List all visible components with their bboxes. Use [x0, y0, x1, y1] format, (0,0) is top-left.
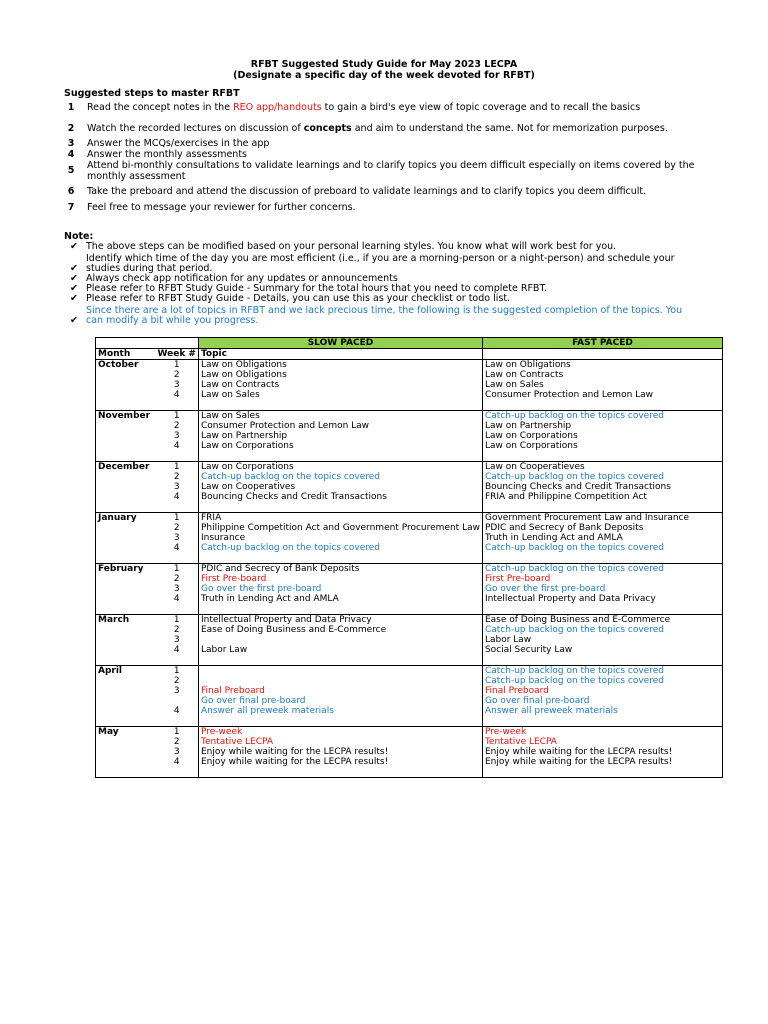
fast-topic-cell: Tentative LECPA [482, 737, 722, 747]
slow-topic-cell: Law on Corporations [198, 462, 482, 473]
spacer-cell [482, 604, 722, 615]
fast-topic-cell: Law on Corporations [482, 441, 722, 451]
spacer-cell [156, 553, 199, 564]
check-icon: ✔ [70, 241, 78, 252]
fast-topic-cell: FRIA and Philippine Competition Act [482, 492, 722, 502]
note-text: Since there are a lot of topics in RFBT and we lack precious time, the following is the suggested completion of the topics. You can modify a bit while you progress. [86, 305, 683, 326]
schedule-row [96, 431, 723, 441]
month-cell [96, 696, 156, 706]
schedule-row [96, 513, 723, 524]
fast-topic-cell: Answer all preweek materials [482, 706, 722, 716]
month-cell [96, 390, 156, 400]
step-text-end: to gain a bird's eye view of topic coverage and to recall the basics [321, 102, 641, 113]
spacer-cell [96, 400, 156, 411]
week-cell: 4 [173, 757, 180, 767]
schedule-row [96, 747, 723, 757]
slow-topic-cell: FRIA [198, 513, 482, 524]
month-cell [96, 594, 156, 604]
spacer-cell [96, 655, 156, 666]
spacer-cell [198, 604, 482, 615]
week-cell: 2 [173, 737, 180, 747]
spacer-cell [482, 716, 722, 727]
slow-topic-cell [198, 635, 482, 645]
schedule-row [96, 584, 723, 594]
week-cell: 2 [173, 676, 180, 686]
spacer-cell [198, 655, 482, 666]
fast-topic-cell: Catch-up backlog on the topics covered [482, 564, 722, 575]
check-icon: ✔ [70, 273, 78, 284]
slow-topic-cell: Law on Obligations [198, 360, 482, 371]
schedule-row [96, 462, 723, 473]
fast-topic-cell: First Pre-board [482, 574, 722, 584]
schedule-row [96, 533, 723, 543]
pace-header-row [96, 338, 723, 349]
step-text: Answer the monthly assessments [87, 149, 247, 160]
fast-topic-cell: Pre-week [482, 727, 722, 738]
fast-topic-cell: Law on Sales [482, 380, 722, 390]
slow-topic-cell: PDIC and Secrecy of Bank Deposits [198, 564, 482, 575]
month-cell: November [96, 411, 156, 422]
week-cell: 3 [173, 533, 180, 543]
month-cell [96, 584, 156, 594]
month-cell: April [96, 666, 156, 677]
slow-topic-cell: Catch-up backlog on the topics covered [198, 543, 482, 553]
step-number: 4 [67, 149, 75, 160]
month-cell [96, 645, 156, 655]
spacer-cell [198, 400, 482, 411]
step-number: 2 [67, 123, 75, 134]
fast-topic-cell: Catch-up backlog on the topics covered [482, 472, 722, 482]
month-cell [96, 543, 156, 553]
fast-topic-cell: Government Procurement Law and Insurance [482, 513, 722, 524]
week-cell: 2 [173, 625, 180, 635]
schedule-row [96, 421, 723, 431]
schedule-row [96, 686, 723, 696]
spacer-cell [482, 553, 722, 564]
schedule-row [96, 757, 723, 767]
month-cell [96, 421, 156, 431]
month-cell [96, 686, 156, 696]
month-cell [96, 757, 156, 767]
schedule-row [96, 645, 723, 655]
schedule-row [96, 564, 723, 575]
month-cell [96, 380, 156, 390]
slow-topic-cell: Law on Obligations [198, 370, 482, 380]
week-cell: 1 [156, 727, 199, 738]
fast-topic-cell: Final Preboard [482, 686, 722, 696]
month-cell [96, 737, 156, 747]
week-cell: 2 [173, 421, 180, 431]
check-icon: ✔ [70, 293, 78, 304]
spacer-cell [156, 502, 199, 513]
spacer-cell [96, 553, 156, 564]
week-cell: 4 [173, 543, 180, 553]
month-cell [96, 523, 156, 533]
month-cell: December [96, 462, 156, 473]
step-text: Read the concept notes in the [87, 102, 234, 113]
step-highlight: concepts [303, 123, 352, 134]
schedule-row [96, 635, 723, 645]
month-spacer-row [96, 767, 723, 778]
slow-topic-cell: Enjoy while waiting for the LECPA results! [198, 747, 482, 757]
steps-heading: Suggested steps to master RFBT [64, 88, 240, 99]
week-column-header: Week # [156, 349, 199, 360]
week-cell: 3 [173, 686, 180, 696]
month-spacer-row [96, 655, 723, 666]
slow-topic-cell: First Pre-board [198, 574, 482, 584]
slow-topic-cell [198, 666, 482, 677]
slow-topic-cell: Go over the first pre-board [198, 584, 482, 594]
month-cell [96, 472, 156, 482]
month-cell [96, 706, 156, 716]
week-cell: 3 [173, 482, 180, 492]
month-spacer-row [96, 553, 723, 564]
month-cell: May [96, 727, 156, 738]
spacer-cell [156, 655, 199, 666]
note-text: Please refer to RFBT Study Guide - Summary for the total hours that you need to complete RFBT. [86, 283, 548, 294]
slow-topic-cell: Law on Corporations [198, 441, 482, 451]
month-spacer-row [96, 502, 723, 513]
fast-paced-header: FAST PACED [482, 338, 722, 349]
week-cell: 4 [173, 441, 180, 451]
fast-topic-cell: Go over final pre-board [482, 696, 722, 706]
schedule-row [96, 380, 723, 390]
spacer-cell [198, 716, 482, 727]
slow-topic-cell: Tentative LECPA [198, 737, 482, 747]
fast-topic-cell: Catch-up backlog on the topics covered [482, 543, 722, 553]
slow-topic-cell: Law on Contracts [198, 380, 482, 390]
slow-topic-cell: Ease of Doing Business and E-Commerce [198, 625, 482, 635]
schedule-row [96, 594, 723, 604]
document-title: RFBT Suggested Study Guide for May 2023 LECPA [250, 59, 518, 70]
schedule-row [96, 706, 723, 716]
month-cell [96, 370, 156, 380]
fast-topic-cell: Law on Cooperatieves [482, 462, 722, 473]
spacer-cell [482, 655, 722, 666]
month-cell [96, 441, 156, 451]
week-cell: 1 [156, 564, 199, 575]
fast-topic-cell: Catch-up backlog on the topics covered [482, 411, 722, 422]
slow-topic-cell: Law on Cooperatives [198, 482, 482, 492]
month-spacer-row [96, 400, 723, 411]
week-cell: 1 [156, 411, 199, 422]
month-column-header: Month [96, 349, 156, 360]
schedule-row [96, 492, 723, 502]
slow-topic-cell: Law on Sales [198, 411, 482, 422]
fast-topic-cell: Truth in Lending Act and AMLA [482, 533, 722, 543]
step-text: Feel free to message your reviewer for further concerns. [87, 202, 356, 213]
note-heading: Note: [64, 231, 94, 242]
fast-topic-cell: Catch-up backlog on the topics covered [482, 666, 722, 677]
schedule-row [96, 615, 723, 626]
week-cell: 1 [156, 360, 199, 371]
month-cell [96, 431, 156, 441]
slow-topic-cell: Catch-up backlog on the topics covered [198, 472, 482, 482]
step-number: 3 [67, 138, 75, 149]
week-cell: 4 [173, 645, 180, 655]
fast-topic-cell: Law on Obligations [482, 360, 722, 371]
note-text: Always check app notification for any updates or announcements [86, 273, 398, 284]
week-cell: 1 [156, 462, 199, 473]
check-icon: ✔ [70, 263, 78, 274]
step-text-end: and aim to understand the same. Not for memorization purposes. [351, 123, 668, 134]
spacer-cell [198, 767, 482, 778]
schedule-row [96, 360, 723, 371]
step-text: Answer the MCQs/exercises in the app [87, 138, 270, 149]
week-cell: 1 [156, 615, 199, 626]
week-cell: 3 [173, 747, 180, 757]
slow-topic-cell: Enjoy while waiting for the LECPA results! [198, 757, 482, 767]
spacer-cell [198, 451, 482, 462]
slow-topic-cell: Go over final pre-board [198, 696, 482, 706]
week-cell: 2 [173, 523, 180, 533]
fast-topic-cell: Consumer Protection and Lemon Law [482, 390, 722, 400]
slow-topic-cell: Bouncing Checks and Credit Transactions [198, 492, 482, 502]
column-header-row [96, 349, 723, 360]
week-cell: 4 [173, 492, 180, 502]
week-cell: 4 [173, 594, 180, 604]
spacer-cell [156, 451, 199, 462]
month-cell: February [96, 564, 156, 575]
slow-topic-cell: Insurance [198, 533, 482, 543]
fast-topic-cell: Labor Law [482, 635, 722, 645]
schedule-row [96, 696, 723, 706]
slow-topic-cell: Law on Sales [198, 390, 482, 400]
week-cell: 4 [173, 390, 180, 400]
schedule-row [96, 390, 723, 400]
week-cell: 3 [173, 431, 180, 441]
slow-topic-cell: Labor Law [198, 645, 482, 655]
note-text: Please refer to RFBT Study Guide - Details, you can use this as your checklist or todo list. [86, 293, 511, 304]
slow-paced-header: SLOW PACED [198, 338, 482, 349]
fast-topic-cell: Go over the first pre-board [482, 584, 722, 594]
spacer-cell [96, 451, 156, 462]
schedule-row [96, 411, 723, 422]
slow-topic-cell: Truth in Lending Act and AMLA [198, 594, 482, 604]
spacer-cell [96, 767, 156, 778]
spacer-cell [156, 604, 199, 615]
month-spacer-row [96, 451, 723, 462]
schedule-row [96, 666, 723, 677]
fast-topic-cell: Social Security Law [482, 645, 722, 655]
spacer-cell [482, 767, 722, 778]
slow-topic-cell: Law on Partnership [198, 431, 482, 441]
week-cell: 1 [156, 513, 199, 524]
spacer-cell [96, 604, 156, 615]
week-cell: 4 [173, 706, 180, 716]
week-cell: 2 [173, 472, 180, 482]
schedule-row [96, 727, 723, 738]
schedule-row [96, 472, 723, 482]
week-cell: 3 [173, 380, 180, 390]
step-number: 5 [67, 165, 75, 176]
schedule-row [96, 482, 723, 492]
month-cell: January [96, 513, 156, 524]
fast-topic-cell: Law on Partnership [482, 421, 722, 431]
month-cell [96, 676, 156, 686]
week-cell: 2 [173, 574, 180, 584]
fast-topic-cell: Law on Corporations [482, 431, 722, 441]
check-icon: ✔ [70, 283, 78, 294]
month-spacer-row [96, 604, 723, 615]
week-cell: 3 [173, 635, 180, 645]
month-cell: October [96, 360, 156, 371]
spacer-cell [482, 451, 722, 462]
month-cell [96, 747, 156, 757]
fast-topic-cell: Catch-up backlog on the topics covered [482, 676, 722, 686]
slow-topic-cell: Consumer Protection and Lemon Law [198, 421, 482, 431]
schedule-row [96, 370, 723, 380]
month-cell [96, 482, 156, 492]
slow-topic-cell [198, 676, 482, 686]
spacer-cell [96, 502, 156, 513]
schedule-row [96, 625, 723, 635]
spacer-cell [482, 502, 722, 513]
document-subtitle: (Designate a specific day of the week devoted for RFBT) [233, 70, 535, 81]
step-number: 1 [67, 102, 75, 113]
schedule-row [96, 523, 723, 533]
spacer-cell [156, 400, 199, 411]
step-text: Attend bi-monthly consultations to validate learnings and to clarify topics you deem difficult especially on items covered by the monthly assessment [87, 160, 695, 182]
month-cell [96, 492, 156, 502]
step-number: 6 [67, 186, 75, 197]
step-highlight: REO app/handouts [233, 102, 322, 113]
fast-topic-cell: Bouncing Checks and Credit Transactions [482, 482, 722, 492]
slow-topic-cell: Philippine Competition Act and Government Procurement Law [198, 523, 482, 533]
schedule-row [96, 543, 723, 553]
month-cell [96, 574, 156, 584]
month-cell [96, 533, 156, 543]
fast-topic-cell: Law on Contracts [482, 370, 722, 380]
week-cell: 1 [156, 666, 199, 677]
note-text: Identify which time of the day you are most efficient (i.e., if you are a morning-person or a night-person) and schedule your studies during that period. [86, 253, 675, 274]
check-icon: ✔ [70, 315, 78, 326]
schedule-row [96, 441, 723, 451]
fast-topic-cell: Catch-up backlog on the topics covered [482, 625, 722, 635]
fast-topic-cell: PDIC and Secrecy of Bank Deposits [482, 523, 722, 533]
fast-topic-cell: Ease of Doing Business and E-Commerce [482, 615, 722, 626]
topic-column-header: Topic [198, 349, 482, 360]
spacer-cell [156, 716, 199, 727]
spacer-cell [198, 502, 482, 513]
spacer-cell [198, 553, 482, 564]
study-schedule-table [95, 337, 723, 778]
fast-topic-cell: Enjoy while waiting for the LECPA results! [482, 747, 722, 757]
week-cell: 2 [173, 370, 180, 380]
spacer-cell [156, 767, 199, 778]
schedule-row [96, 737, 723, 747]
note-text: The above steps can be modified based on your personal learning styles. You know what will work best for you. [86, 241, 617, 252]
slow-topic-cell: Pre-week [198, 727, 482, 738]
month-cell: March [96, 615, 156, 626]
schedule-row [96, 574, 723, 584]
month-cell [96, 625, 156, 635]
spacer-cell [96, 716, 156, 727]
schedule-row [96, 676, 723, 686]
spacer-cell [482, 400, 722, 411]
week-cell [156, 696, 199, 706]
month-spacer-row [96, 716, 723, 727]
fast-topic-cell: Intellectual Property and Data Privacy [482, 594, 722, 604]
slow-topic-cell: Answer all preweek materials [198, 706, 482, 716]
fast-topic-cell: Enjoy while waiting for the LECPA results! [482, 757, 722, 767]
week-cell: 3 [173, 584, 180, 594]
step-text: Take the preboard and attend the discussion of preboard to validate learnings and to clarify topics you deem difficult. [87, 186, 647, 197]
slow-topic-cell: Final Preboard [198, 686, 482, 696]
step-number: 7 [67, 202, 75, 213]
month-cell [96, 635, 156, 645]
step-text: Watch the recorded lectures on discussion of [87, 123, 304, 134]
slow-topic-cell: Intellectual Property and Data Privacy [198, 615, 482, 626]
